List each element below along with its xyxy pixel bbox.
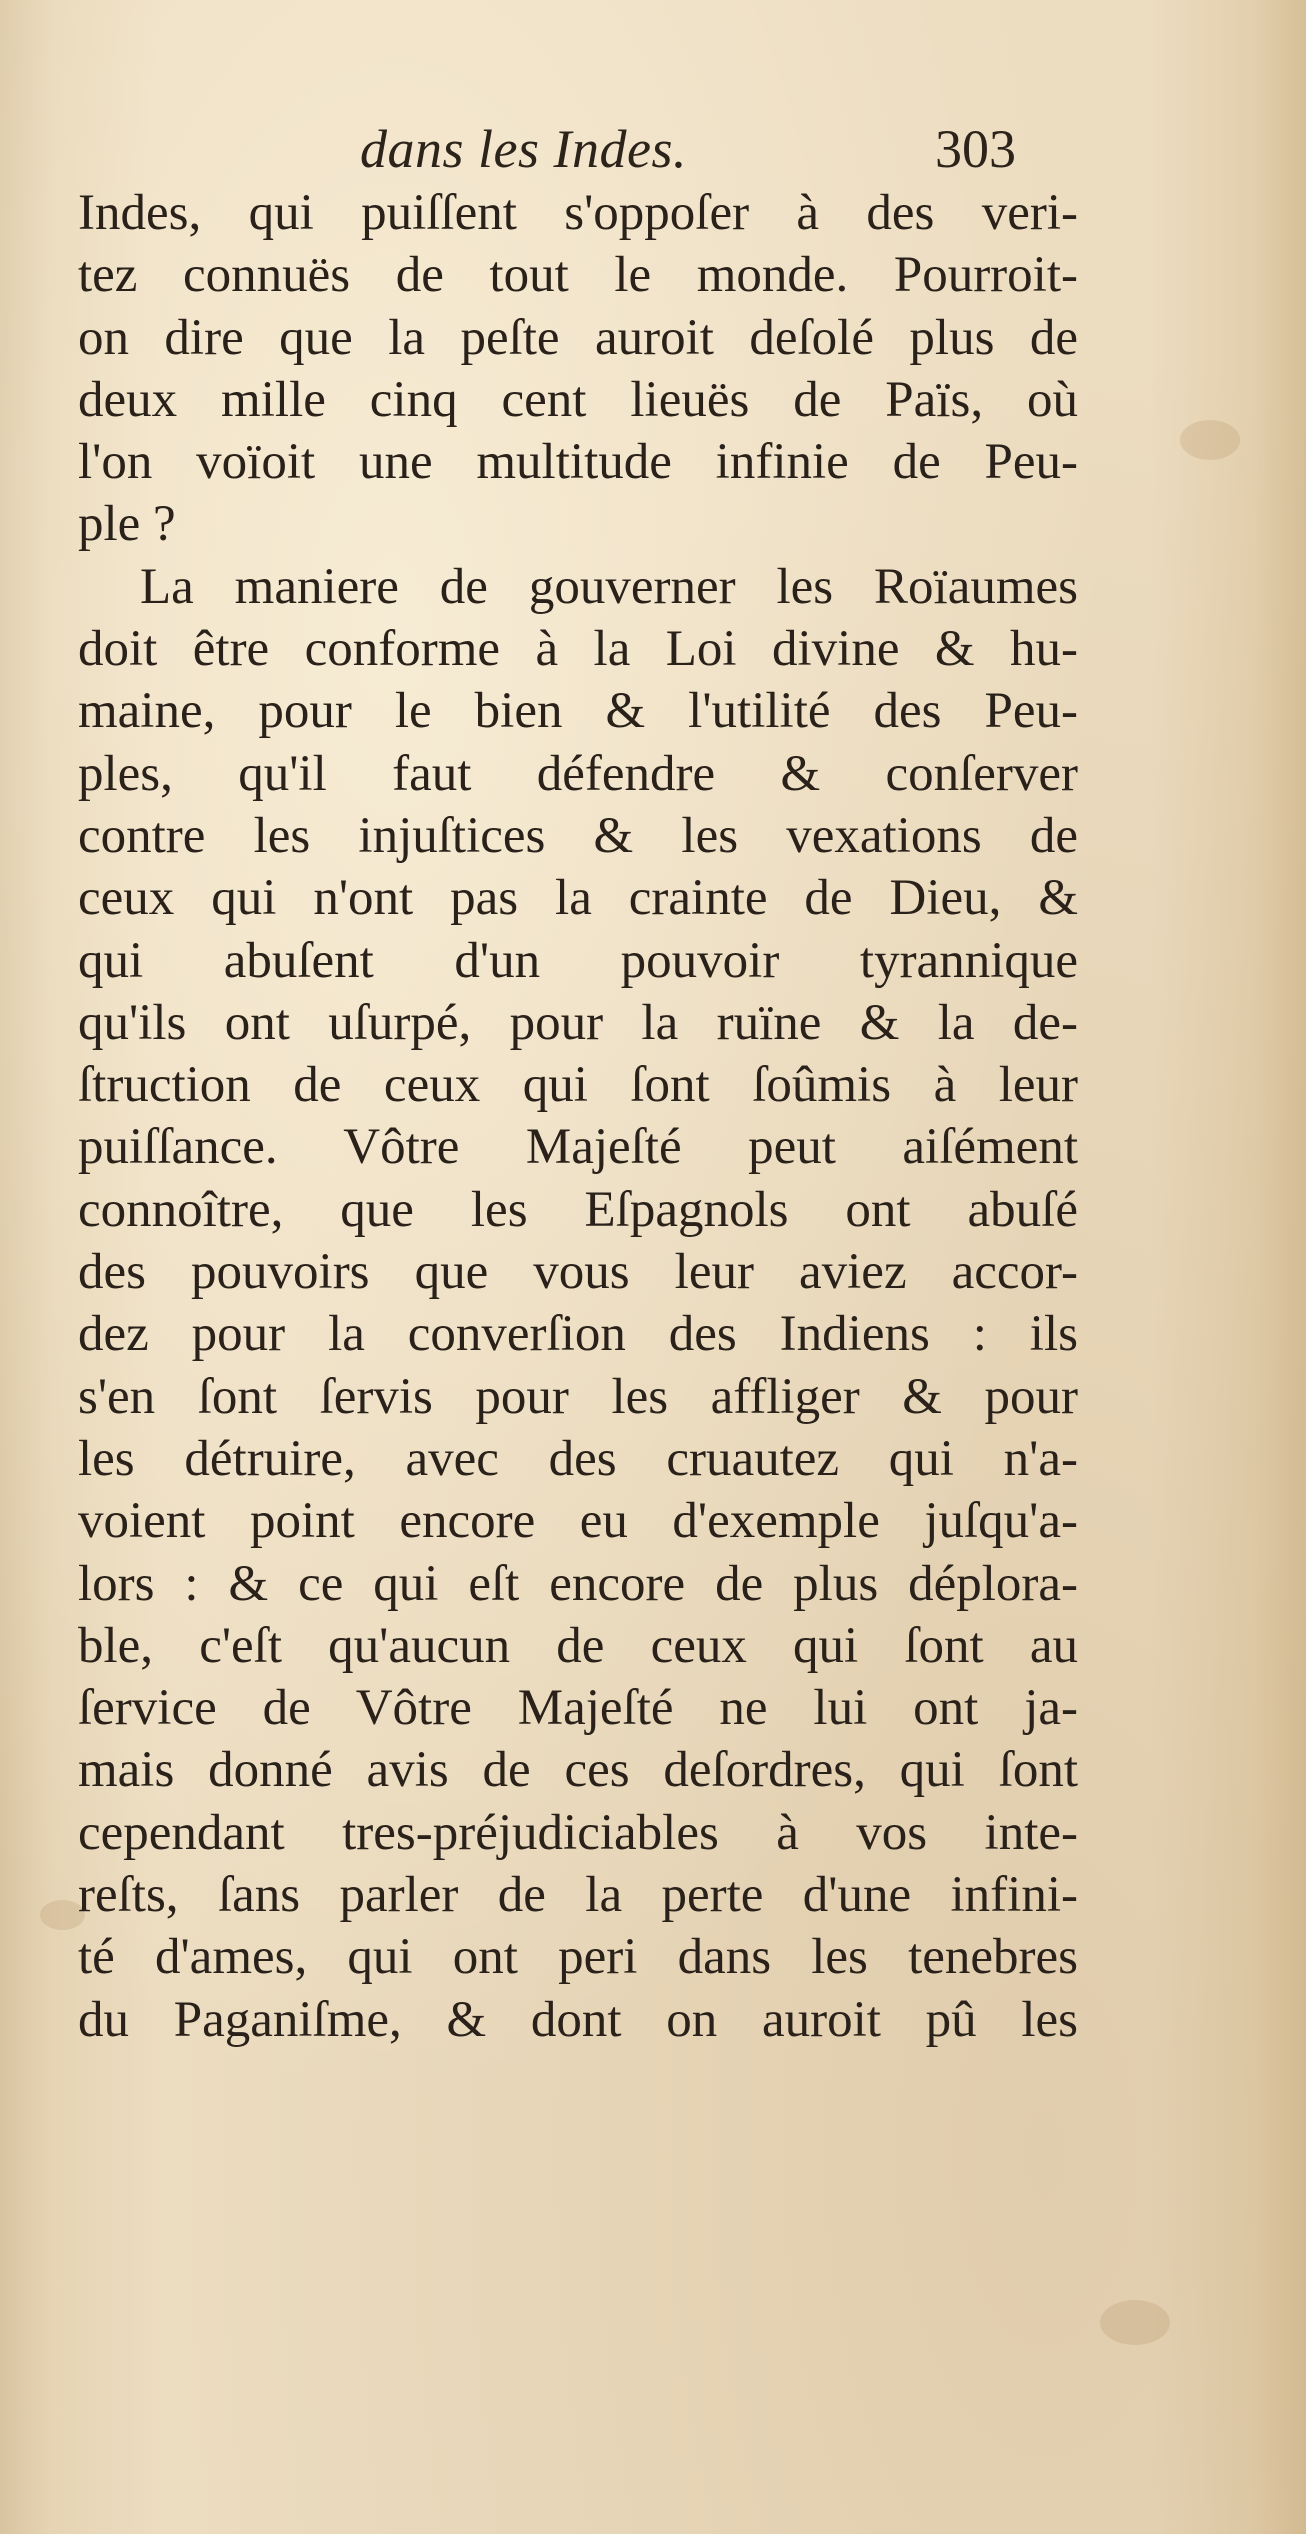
- text-line: les détruire, avec des cruautez qui n'a-: [78, 1430, 1078, 1487]
- text-line: ples, qu'il faut défendre & conſerver: [78, 745, 1078, 802]
- text-line: des pouvoirs que vous leur aviez accor-: [78, 1244, 1078, 1301]
- text-line: ſervice de Vôtre Majeſté ne lui ont ja-: [78, 1680, 1078, 1737]
- text-line: ple ?: [78, 496, 176, 553]
- text-line: cependant tres-préjudiciables à vos inte-: [78, 1804, 1078, 1861]
- page-number: 303: [935, 119, 1016, 179]
- body-text: [78, 182, 1078, 2051]
- page-header: [0, 118, 1306, 178]
- text-line: puiſſance. Vôtre Majeſté peut aiſément: [78, 1119, 1078, 1176]
- text-line: reſts, ſans parler de la perte d'une infini-: [78, 1867, 1078, 1924]
- text-line: té d'ames, qui ont peri dans les tenebres: [78, 1929, 1078, 1986]
- text-line: qui abuſent d'un pouvoir tyrannique: [78, 932, 1078, 989]
- text-line: lors : & ce qui eſt encore de plus déplora-: [78, 1555, 1078, 1612]
- text-line: connoître, que les Eſpagnols ont abuſé: [78, 1181, 1078, 1238]
- text-line: mais donné avis de ces deſordres, qui ſont: [78, 1742, 1078, 1799]
- text-line: ble, c'eſt qu'aucun de ceux qui ſont au: [78, 1617, 1078, 1674]
- text-line: tez connuës de tout le monde. Pourroit-: [78, 247, 1078, 304]
- text-line: deux mille cinq cent lieuës de Païs, où: [78, 371, 1078, 428]
- text-line: maine, pour le bien & l'utilité des Peu-: [78, 683, 1078, 740]
- text-line: doit être conforme à la Loi divine & hu-: [78, 621, 1078, 678]
- text-line: ſtruction de ceux qui ſont ſoûmis à leur: [78, 1057, 1078, 1114]
- running-head: dans les Indes.: [360, 119, 687, 179]
- text-line: s'en ſont ſervis pour les affliger & pour: [78, 1368, 1078, 1425]
- text-line: du Paganiſme, & dont on auroit pû les: [78, 1991, 1078, 2048]
- text-line: dez pour la converſion des Indiens : ils: [78, 1306, 1078, 1363]
- paper-stain: [1100, 2300, 1170, 2345]
- text-line: ceux qui n'ont pas la crainte de Dieu, &: [78, 870, 1078, 927]
- text-line: on dire que la peſte auroit deſolé plus de: [78, 309, 1078, 366]
- text-line: qu'ils ont uſurpé, pour la ruïne & la de-: [78, 994, 1078, 1051]
- text-line: voient point encore eu d'exemple juſqu'a-: [78, 1493, 1078, 1550]
- text-line: contre les injuſtices & les vexations de: [78, 807, 1078, 864]
- paragraph-start-line: La maniere de gouverner les Roïaumes: [140, 558, 1078, 615]
- text-line: l'on voïoit une multitude infinie de Peu-: [78, 434, 1078, 491]
- text-line: Indes, qui puiſſent s'oppoſer à des veri-: [78, 185, 1078, 241]
- paper-stain: [1180, 420, 1240, 460]
